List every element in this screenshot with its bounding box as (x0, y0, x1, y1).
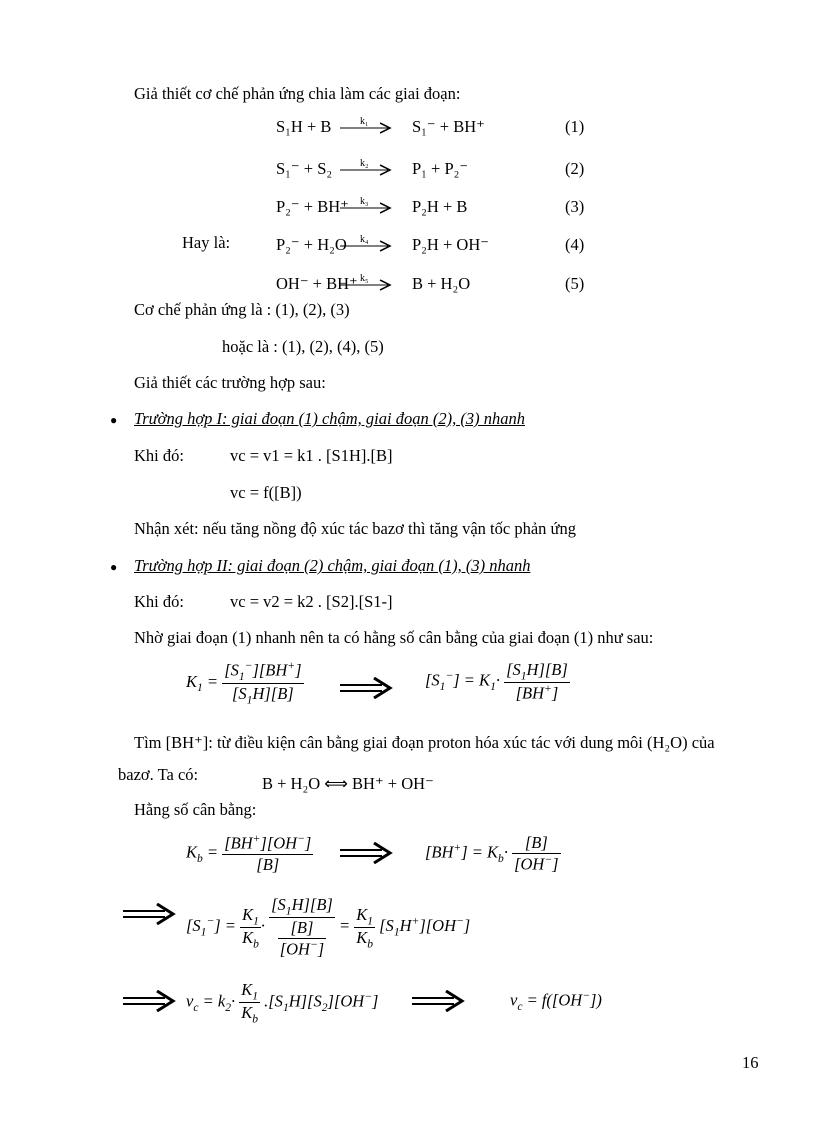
find-bh-line-1: Tìm [BH⁺]: từ điều kiện cân bằng giai đoạn proton hóa xúc tác với dung môi (H₂O) của (134, 733, 715, 752)
reaction-4-number: (4) (565, 235, 585, 254)
case-2-title: Trường hợp II: giai đoạn (2) chậm, giai đoạn (1), (3) nhanh (134, 556, 531, 575)
reaction-3-k: k₃ (360, 196, 369, 207)
case-1-note: Nhận xét: nếu tăng nồng độ xúc tác bazơ thì tăng vận tốc phản ứng (134, 519, 576, 538)
bh-concentration-formula: $[BH^+] = K_b\cdot$ $\frac{[B]}{[OH^-]}$ (425, 833, 559, 874)
case-1-equation-1: vc = v1 = k1 . [S1H].[B] (230, 446, 393, 465)
reaction-3-arrow (338, 194, 394, 216)
implies-arrow-icon (410, 990, 466, 1012)
case-1-title: Trường hợp I: giai đoạn (1) chậm, giai đoạn (2), (3) nhanh (134, 409, 525, 428)
case-2-note: Nhờ giai đoạn (1) nhanh nên ta có hằng số cân bằng của giai đoạn (1) như sau: (134, 628, 654, 647)
case-1-khi-do: Khi đó: (134, 446, 184, 465)
case-2-equation-1: vc = v2 = k2 . [S2].[S1-] (230, 592, 393, 611)
case-2-khi-do: Khi đó: (134, 592, 184, 611)
s1-substituted-formula: $[S_1^-]$ = $\frac{K_1}{K_b}$ · $\frac{[S_1H][B]}{\frac{[B]}{[OH^-]}}$ = $\frac{K_1}{K_b}$ $[S_1H^+][OH^-]$ (186, 895, 471, 959)
reaction-4-left: P₂⁻ + H₂O (276, 235, 347, 254)
reaction-2-right: P₁ + P₂⁻ (412, 159, 469, 178)
reaction-3-number: (3) (565, 197, 585, 216)
intro-text: Giả thiết cơ chế phản ứng chia làm các giai đoạn: (134, 84, 461, 103)
vc-function-formula: $v_c = f([OH^-])$ (510, 990, 602, 1013)
reaction-5-right: B + H₂O (412, 274, 471, 293)
case-1-equation-2: vc = f([B]) (230, 483, 302, 502)
reaction-1-right: S₁⁻ + BH⁺ (412, 117, 485, 136)
reaction-5-number: (5) (565, 274, 585, 293)
find-bh-line-2: bazơ. Ta có: (118, 765, 199, 784)
reaction-3-right: P₂H + B (412, 197, 468, 216)
hay-la-label: Hay là: (182, 233, 231, 252)
reaction-1-arrow (338, 114, 394, 136)
k1-formula: $K_1$ = $\frac{[S_1^-][BH^+]}{[S_1H][B]}$ (186, 660, 302, 707)
reaction-2-number: (2) (565, 159, 585, 178)
vc-final-formula: $v_c = k_2\cdot$ $\frac{K_1}{K_b}$ $.[S_1H][S_2][OH^-]$ (186, 980, 379, 1026)
reaction-3-left: P₂⁻ + BH⁺ (276, 197, 349, 216)
implies-arrow-icon (121, 990, 177, 1012)
reaction-4-right: P₂H + OH⁻ (412, 235, 489, 254)
s1-concentration-formula: $[S_1^-] = K_1\cdot$ $\frac{[S_1H][B]}{[BH^+]}$ (425, 660, 568, 703)
implies-arrow-icon (338, 677, 394, 699)
page-number: 16 (742, 1053, 759, 1072)
reaction-2-left: S₁⁻ + S₂ (276, 159, 333, 178)
reaction-1-left: S₁H + B (276, 117, 332, 136)
reaction-4-k: k₄ (360, 234, 369, 245)
reaction-5-left: OH⁻ + BH⁺ (276, 274, 358, 293)
cases-intro: Giả thiết các trường hợp sau: (134, 373, 326, 392)
reaction-5-arrow (338, 271, 394, 293)
reaction-5-k: k₅ (360, 273, 369, 284)
bullet-icon: ● (110, 413, 118, 427)
reaction-2-k: k₂ (360, 158, 369, 169)
mechanism-line-2: hoặc là : (1), (2), (4), (5) (222, 337, 384, 356)
kb-formula: $K_b$ = $\frac{[BH^+][OH^-]}{[B]}$ (186, 833, 312, 874)
implies-arrow-icon (121, 903, 177, 925)
bullet-icon: ● (110, 560, 118, 574)
mechanism-line-1: Cơ chế phản ứng là : (1), (2), (3) (134, 300, 350, 319)
reaction-1-number: (1) (565, 117, 585, 136)
implies-arrow-icon (338, 842, 394, 864)
equilibrium-reaction: B + H₂O ⟺ BH⁺ + OH⁻ (262, 774, 434, 793)
reaction-2-arrow (338, 156, 394, 178)
reaction-1-k: k₁ (360, 116, 369, 127)
reaction-4-arrow (338, 232, 394, 254)
hang-so-label: Hằng số cân bằng: (134, 800, 257, 819)
